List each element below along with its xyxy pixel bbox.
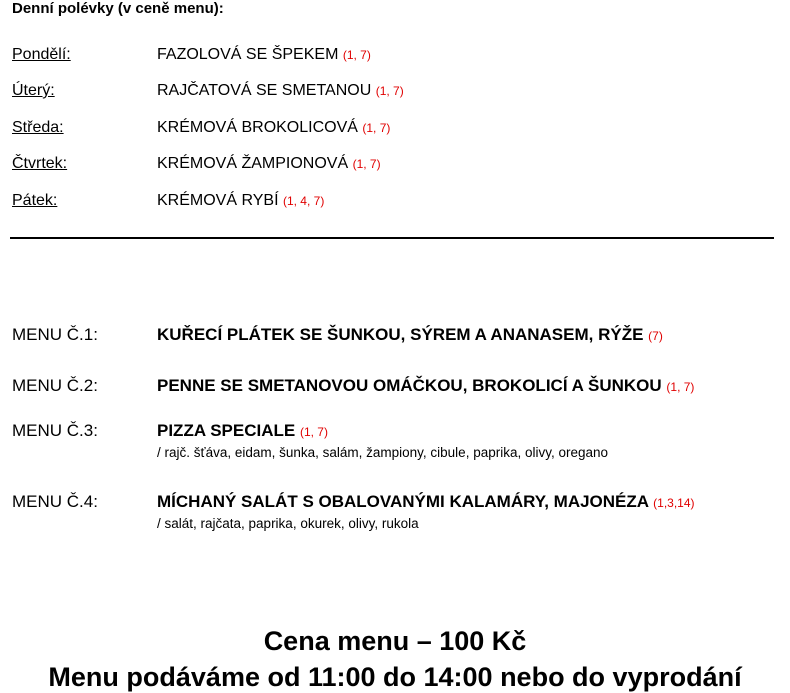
- menu-label: MENU Č.4:: [12, 492, 98, 511]
- soups-heading: Denní polévky (v ceně menu):: [12, 0, 224, 17]
- soup-name: FAZOLOVÁ SE ŠPEKEM (1, 7): [157, 46, 371, 63]
- soup-name: KRÉMOVÁ ŽAMPIONOVÁ (1, 7): [157, 155, 381, 172]
- menu-description: / salát, rajčata, paprika, okurek, olivy, rukola: [157, 516, 419, 531]
- allergen-codes: (1, 7): [666, 380, 695, 394]
- menu-dish: PENNE SE SMETANOVOU OMÁČKOU, BROKOLICÍ A ŠUNKOU (1, 7): [157, 376, 695, 395]
- serving-hours: Menu podáváme od 11:00 do 14:00 nebo do vyprodání: [48, 662, 742, 692]
- menu-dish: KUŘECÍ PLÁTEK SE ŠUNKOU, SÝREM A ANANASEM, RÝŽE (7): [157, 325, 663, 344]
- allergen-codes: (1, 7): [342, 48, 371, 62]
- allergen-codes: (1, 7): [375, 84, 404, 98]
- allergen-codes: (1, 7): [352, 157, 381, 171]
- soup-name: KRÉMOVÁ BROKOLICOVÁ (1, 7): [157, 119, 391, 136]
- allergen-codes: (7): [648, 329, 663, 343]
- soup-name: KRÉMOVÁ RYBÍ (1, 4, 7): [157, 192, 325, 209]
- allergen-codes: (1,3,14): [653, 496, 695, 510]
- section-divider: [10, 237, 774, 239]
- menu-label: MENU Č.1:: [12, 325, 98, 344]
- menu-price: Cena menu – 100 Kč: [263, 626, 527, 656]
- soup-name: RAJČATOVÁ SE SMETANOU (1, 7): [157, 82, 404, 99]
- menu-description: / rajč. šťáva, eidam, šunka, salám, žampiony, cibule, paprika, olivy, oregano: [157, 445, 609, 460]
- soup-day: Čtvrtek:: [12, 155, 68, 172]
- soup-day: Pondělí:: [12, 46, 71, 63]
- menu-label: MENU Č.2:: [12, 376, 98, 395]
- menu-dish: MÍCHANÝ SALÁT S OBALOVANÝMI KALAMÁRY, MAJONÉZA (1,3,14): [157, 492, 695, 511]
- menu-label: MENU Č.3:: [12, 421, 98, 440]
- allergen-codes: (1, 7): [362, 121, 391, 135]
- allergen-codes: (1, 4, 7): [282, 194, 325, 208]
- menu-dish: PIZZA SPECIALE (1, 7): [157, 421, 328, 440]
- soup-day: Úterý:: [12, 82, 55, 99]
- allergen-codes: (1, 7): [299, 425, 328, 439]
- soup-day: Středa:: [12, 119, 64, 136]
- soup-day: Pátek:: [12, 192, 58, 209]
